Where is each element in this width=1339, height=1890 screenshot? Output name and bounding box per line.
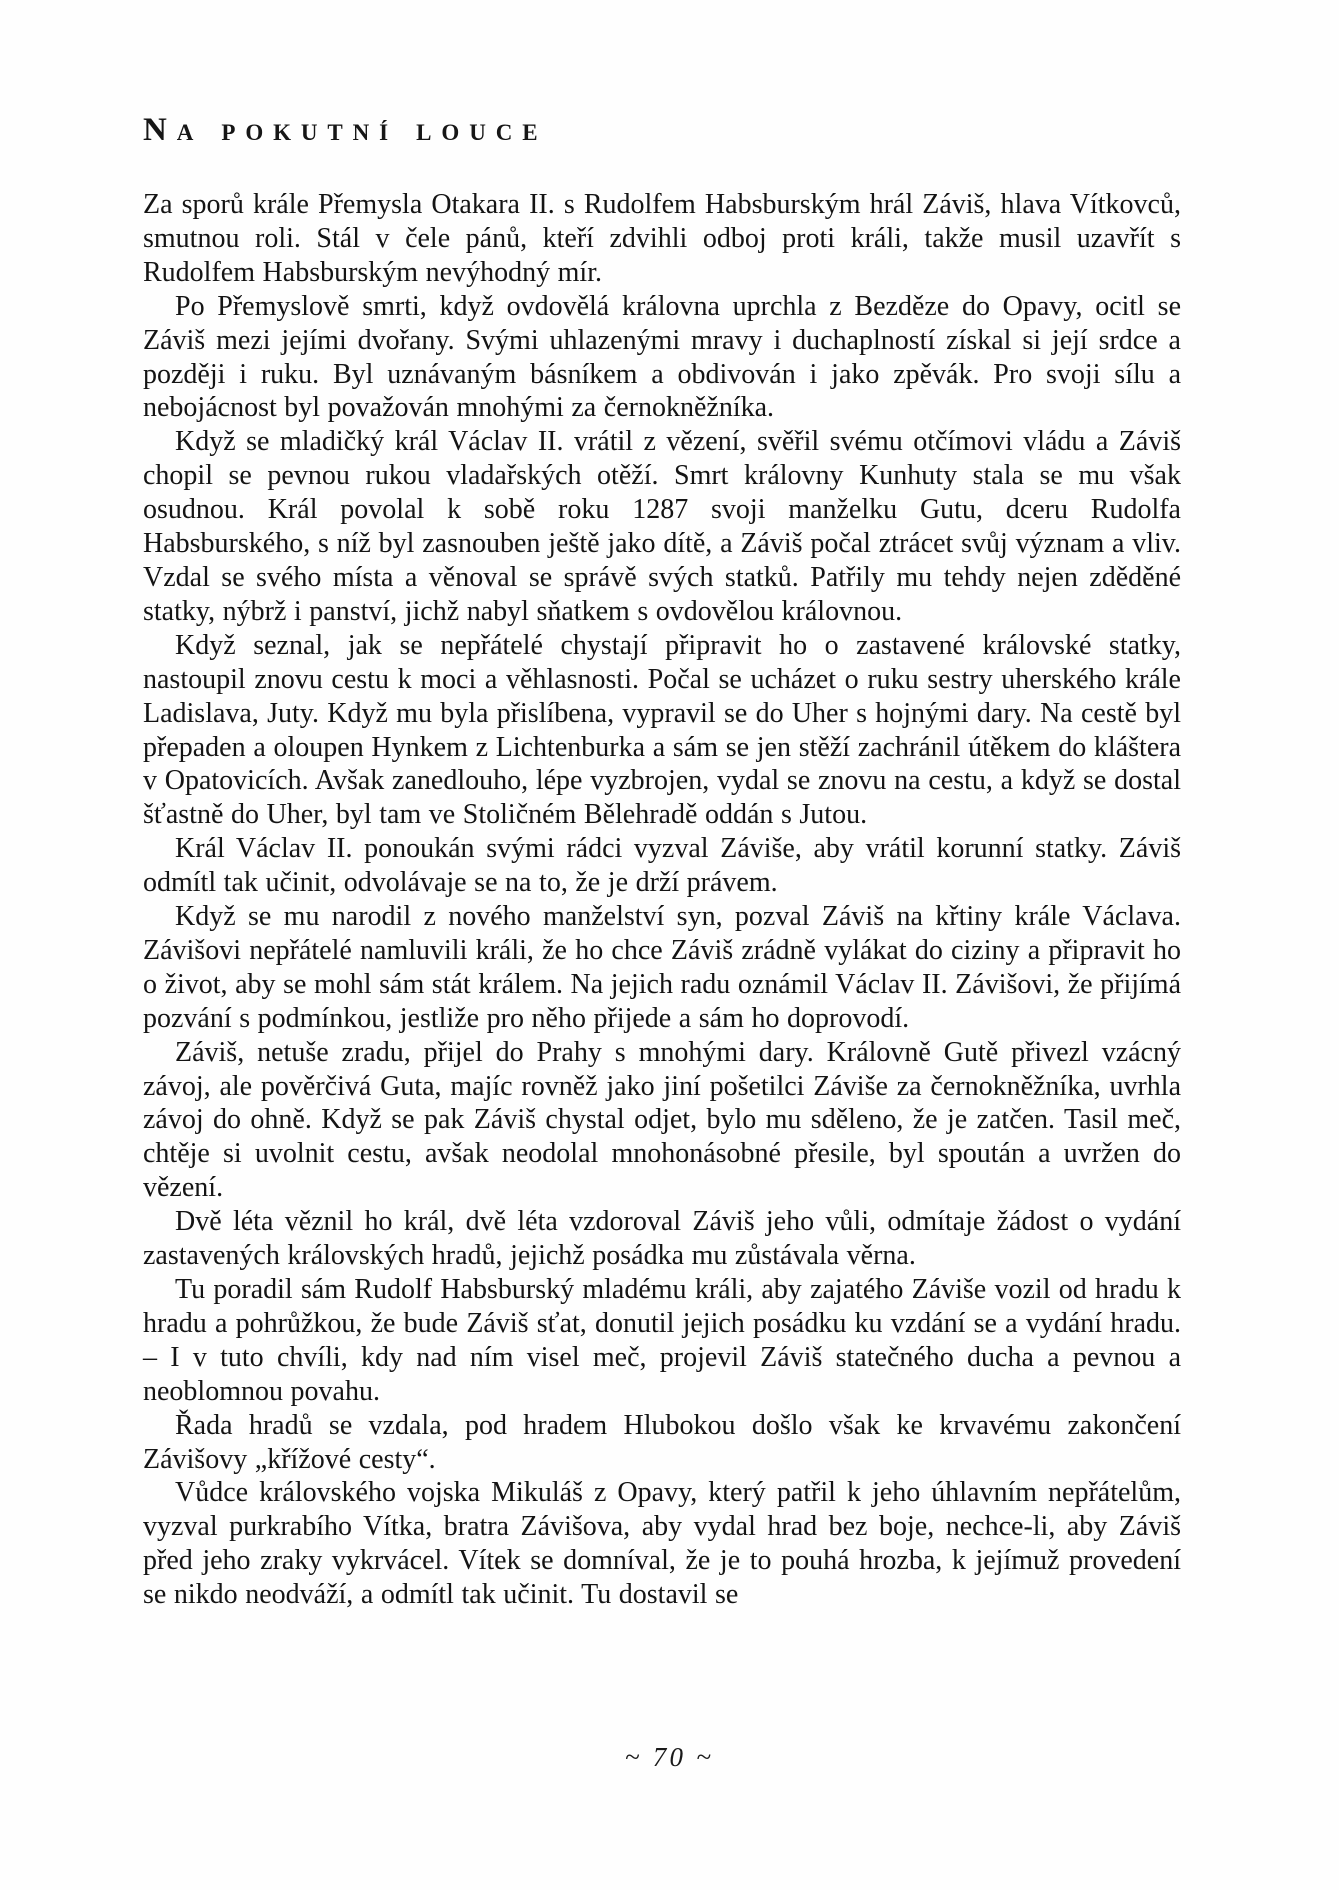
- paragraph: Když se mladičký král Václav II. vrátil z vězení, svěřil svému otčímovi vládu a Záviš chopil se pevnou rukou vladařských otěží. Smrt královny Kunhuty stala se mu však osudnou. Král povolal k sobě roku 1287 svoji manželku Gutu, dceru Rudolfa Habsburského, s níž byl zasnouben ještě jako dítě, a Záviš počal ztrácet svůj význam a vliv. Vzdal se svého místa a věnoval se správě svých statků. Patřily mu tehdy nejen zděděné statky, nýbrž i panství, jichž nabyl sňatkem s ovdovělou královnou.: [143, 426, 1181, 627]
- paragraph: Když se mu narodil z nového manželství syn, pozval Záviš na křtiny krále Václava. Závišovi nepřátelé namluvili králi, že ho chce Záviš zrádně vylákat do ciziny a připravit ho o život, aby se mohl sám stát králem. Na jejich radu oznámil Václav II. Závišovi, že přijímá pozvání s podmínkou, jestliže pro něho přijede a sám ho doprovodí.: [143, 901, 1181, 1034]
- chapter-heading: Na pokutní louce: [143, 112, 548, 148]
- paragraph: Záviš, netuše zradu, přijel do Prahy s mnohými dary. Královně Gutě přivezl vzácný závoj, ale pověrčivá Guta, majíc rovněž jako jiní pošetilci Záviše za černokněžníka, uvrhla závoj do ohně. Když se pak Záviš chystal odjet, bylo mu sděleno, že je zatčen. Tasil meč, chtěje si uvolnit cestu, avšak neodolal mnohonásobné přesile, byl spoután a uvržen do vězení.: [143, 1036, 1181, 1204]
- paragraph: Po Přemyslově smrti, když ovdovělá královna uprchla z Bezděze do Opavy, ocitl se Záviš mezi jejími dvořany. Svými uhlazenými mravy i duchaplností získal si její srdce a později i ruku. Byl uznávaným básníkem a obdivován i jako zpěvák. Pro svoji sílu a nebojácnost byl považován mnohými za černokněžníka.: [143, 290, 1181, 424]
- paragraph: Král Václav II. ponoukán svými rádci vyzval Záviše, aby vrátil korunní statky. Záviš odmítl tak učinit, odvolávaje se na to, že je drží právem.: [143, 833, 1181, 899]
- paragraph: Když seznal, jak se nepřátelé chystají připravit ho o zastavené královské statky, nastoupil znovu cestu k moci a věhlasnosti. Počal se ucházet o ruku sestry uherského krále Ladislava, Juty. Když mu byla přislíbena, vypravil se do Uher s hojnými dary. Na cestě byl přepaden a oloupen Hynkem z Lichtenburka a sám se jen stěží zachránil útěkem do kláštera v Opatovicích. Avšak zanedlouho, lépe vyzbrojen, vydal se znovu na cestu, a když se dostal šťastně do Uher, byl tam ve Stoličném Bělehradě oddán s Jutou.: [143, 629, 1181, 831]
- paragraph: Za sporů krále Přemysla Otakara II. s Rudolfem Habsburským hrál Záviš, hlava Vítkovců, smutnou roli. Stál v čele pánů, kteří zdvihli odboj proti králi, takže musil uzavřít s Rudolfem Habsburským nevýhodný mír.: [143, 189, 1181, 288]
- paragraph: Dvě léta věznil ho král, dvě léta vzdoroval Záviš jeho vůli, odmítaje žádost o vydání zastavených královských hradů, jejichž posádka mu zůstávala věrna.: [143, 1206, 1181, 1272]
- page-number: ~ 70 ~: [624, 1742, 715, 1772]
- paragraph: Tu poradil sám Rudolf Habsburský mladému králi, aby zajatého Záviše vozil od hradu k hradu a pohrůžkou, že bude Záviš sťat, donutil jejich posádku ku vzdání se a vydání hradu. – I v tuto chvíli, kdy nad ním visel meč, projevil Záviš statečného ducha a pevnou a neoblomnou povahu.: [143, 1274, 1181, 1407]
- paragraph: Řada hradů se vzdala, pod hradem Hlubokou došlo však ke krvavému zakončení Závišovy „křížové cesty“.: [143, 1409, 1181, 1475]
- page-content: [143, 112, 1181, 1612]
- paragraph: Vůdce královského vojska Mikuláš z Opavy, který patřil k jeho úhlavním nepřátelům, vyzval purkrabího Vítka, bratra Závišova, aby vydal hrad bez boje, nechce-li, aby Záviš před jeho zraky vykrvácel. Vítek se domníval, že je to pouhá hrozba, k jejímuž provedení se nikdo neodváží, a odmítl tak učinit. Tu dostavil se: [143, 1477, 1181, 1611]
